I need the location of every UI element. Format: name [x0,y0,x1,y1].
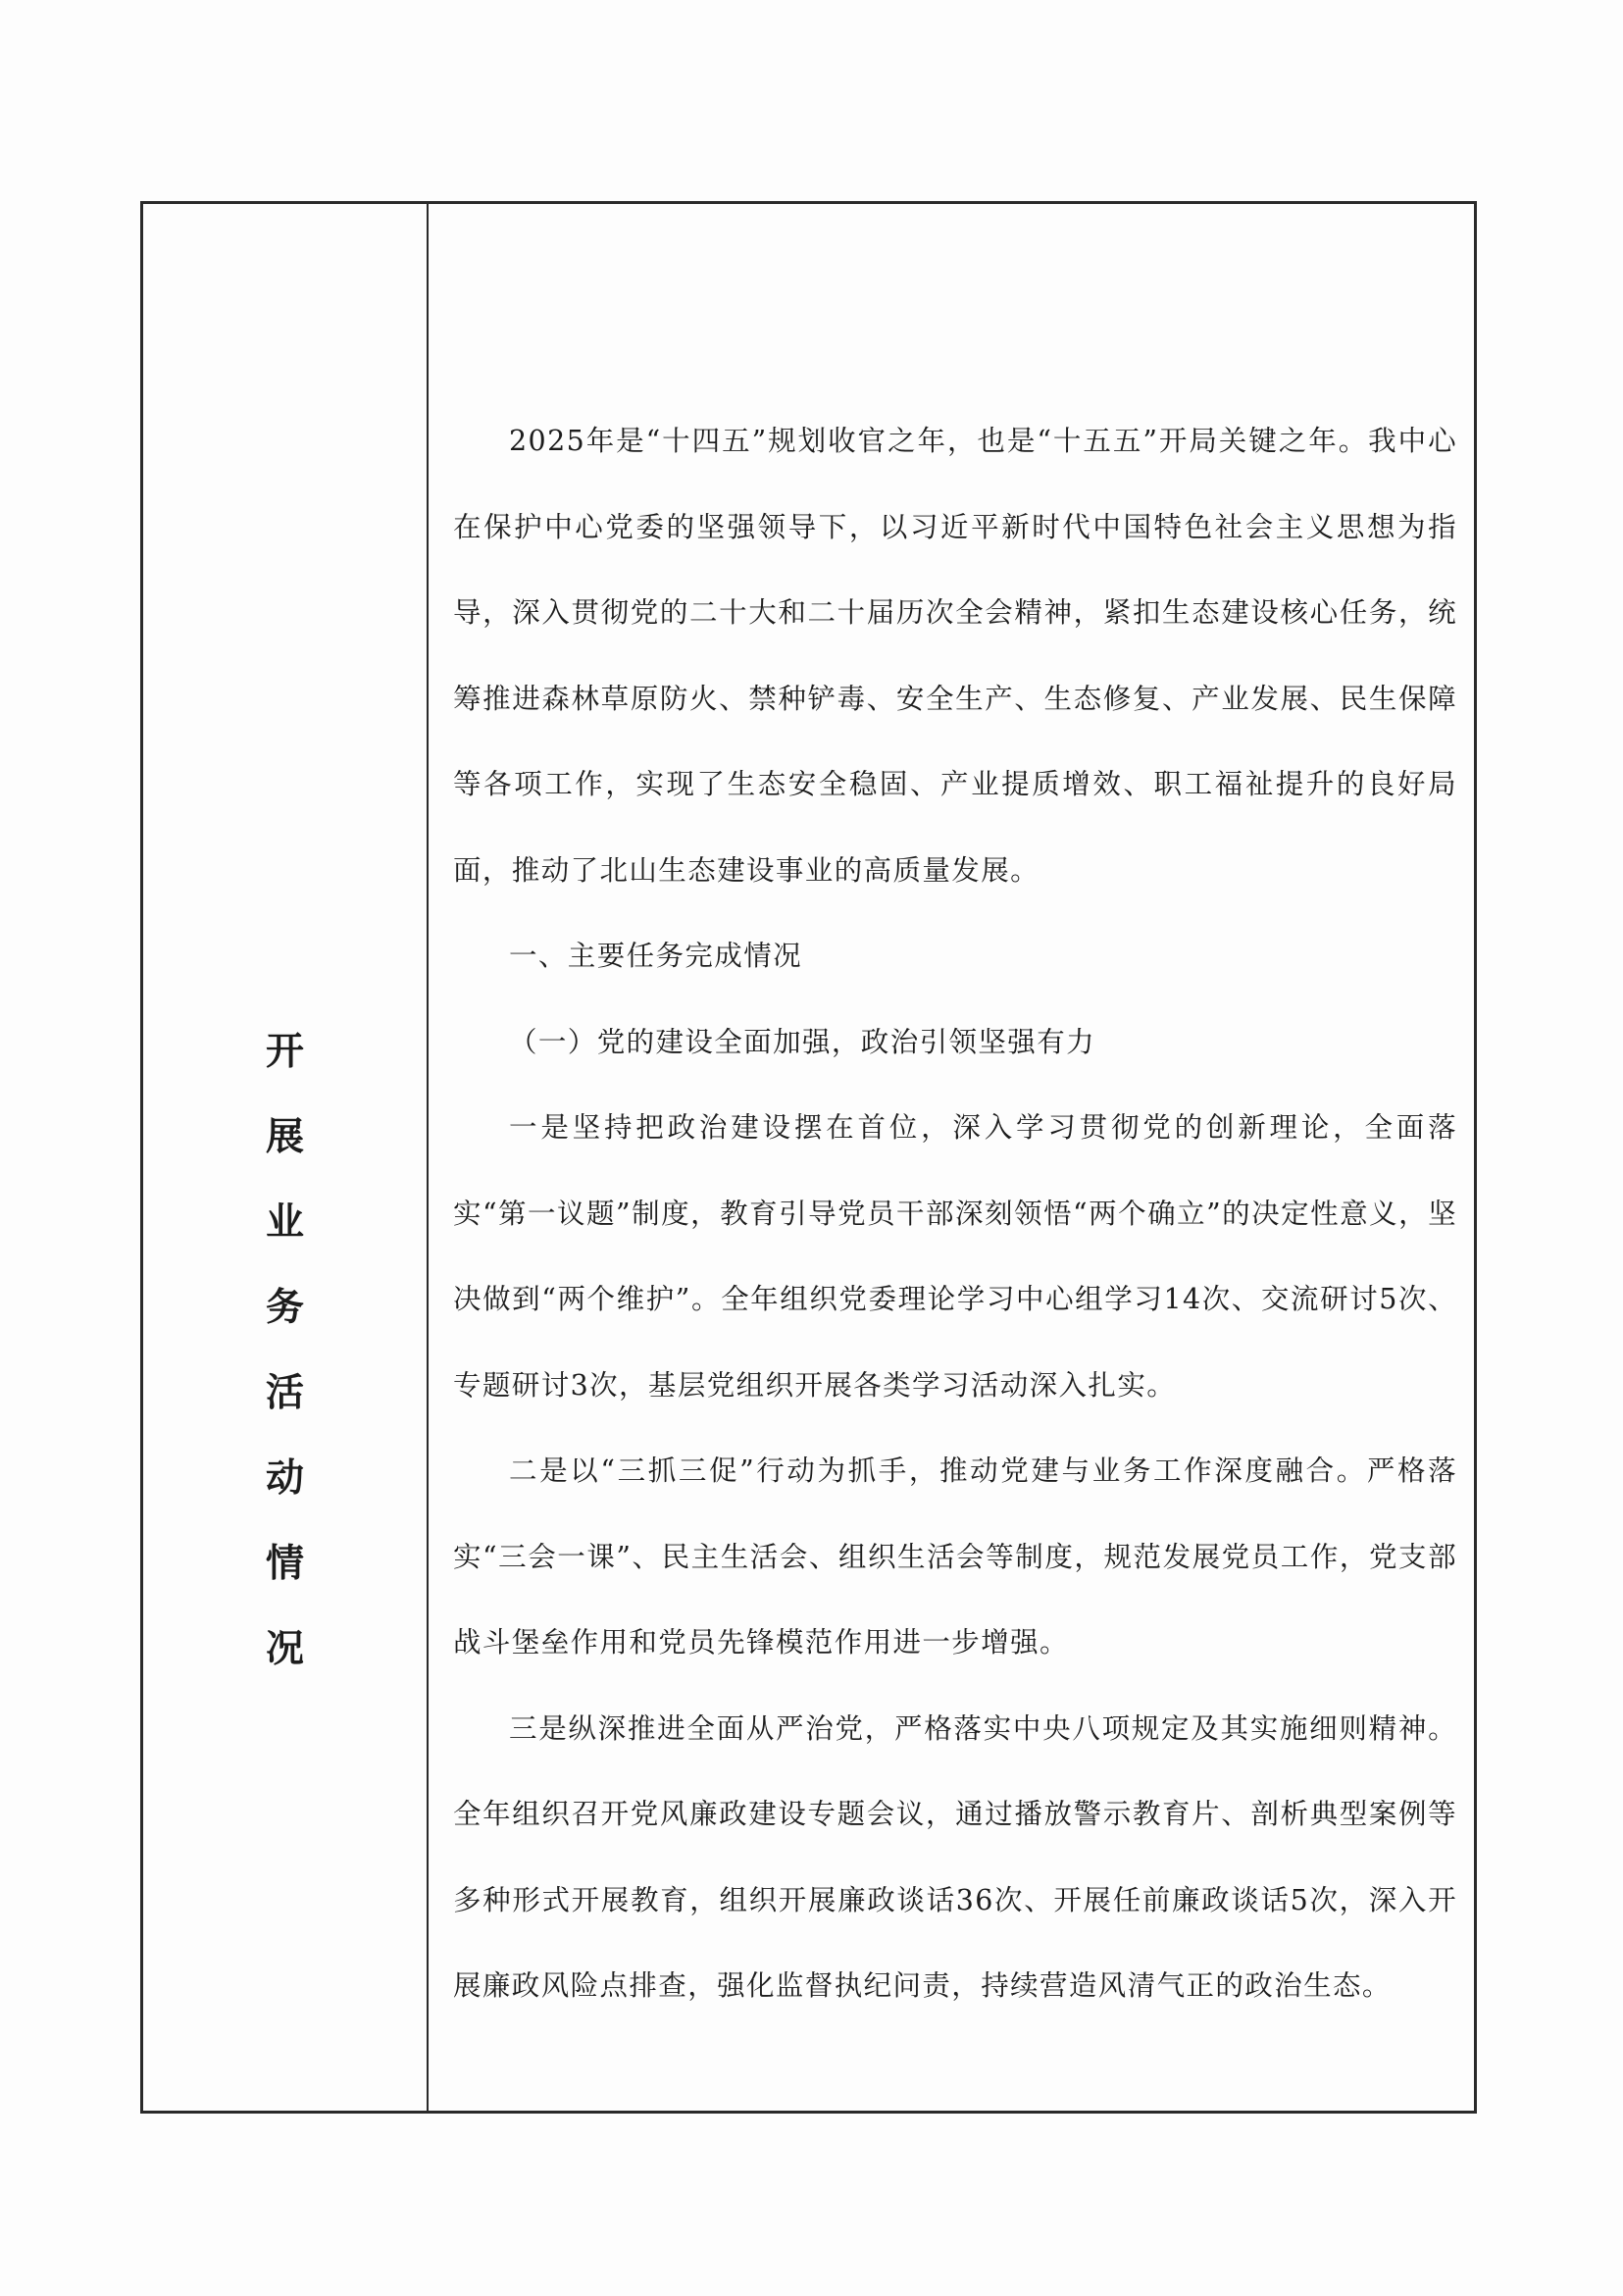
row-label-char: 情 [265,1541,304,1586]
row-label-char: 务 [265,1285,304,1330]
row-label-cell [143,204,427,2111]
row-label-vertical [143,1029,427,1715]
report-form-table [140,201,1477,2114]
column-divider [427,204,429,2111]
body-paragraph: 三是纵深推进全面从严治党，严格落实中央八项规定及其实施细则精神。全年组织召开党风廉政建设专题会议，通过播放警示教育片、剖析典型案例等多种形式开展教育，组织开展廉政谈话36次、开展任前廉政谈话5次，深入开展廉政风险点排查，强化监督执纪问责，持续营造风清气正的政治生态。 [453,1711,1457,2002]
row-label-char: 业 [265,1199,304,1245]
content-cell [453,398,1457,2029]
section-heading: 一、主要任务完成情况 [509,940,803,972]
row-label-char: 展 [265,1114,304,1159]
subsection-heading: （一）党的建设全面加强，政治引领坚强有力 [509,1025,1096,1058]
row-label-char: 动 [265,1455,304,1501]
intro-paragraph: 2025年是“十四五”规划收官之年，也是“十五五”开局关键之年。我中心在保护中心党委的坚强领导下，以习近平新时代中国特色社会主义思想为指导，深入贯彻党的二十大和二十届历次全会精神，紧扣生态建设核心任务，统筹推进森林草原防火、禁种铲毒、安全生产、生态修复、产业发展、民生保障等各项工作，实现了生态安全稳固、产业提质增效、职工福祉提升的良好局面，推动了北山生态建设事业的高质量发展。 [453,425,1457,887]
row-label-char: 况 [265,1626,304,1671]
row-label-char: 活 [265,1370,304,1415]
row-label-char: 开 [265,1029,304,1074]
body-paragraph: 二是以“三抓三促”行动为抓手，推动党建与业务工作深度融合。严格落实“三会一课”、民主生活会、组织生活会等制度，规范发展党员工作，党支部战斗堡垒作用和党员先锋模范作用进一步增强。 [453,1454,1457,1658]
body-paragraph: 一是坚持把政治建设摆在首位，深入学习贯彻党的创新理论，全面落实“第一议题”制度，教育引导党员干部深刻领悟“两个确立”的决定性意义，坚决做到“两个维护”。全年组织党委理论学习中心组学习14次、交流研讨5次、专题研讨3次，基层党组织开展各类学习活动深入扎实。 [453,1111,1457,1402]
